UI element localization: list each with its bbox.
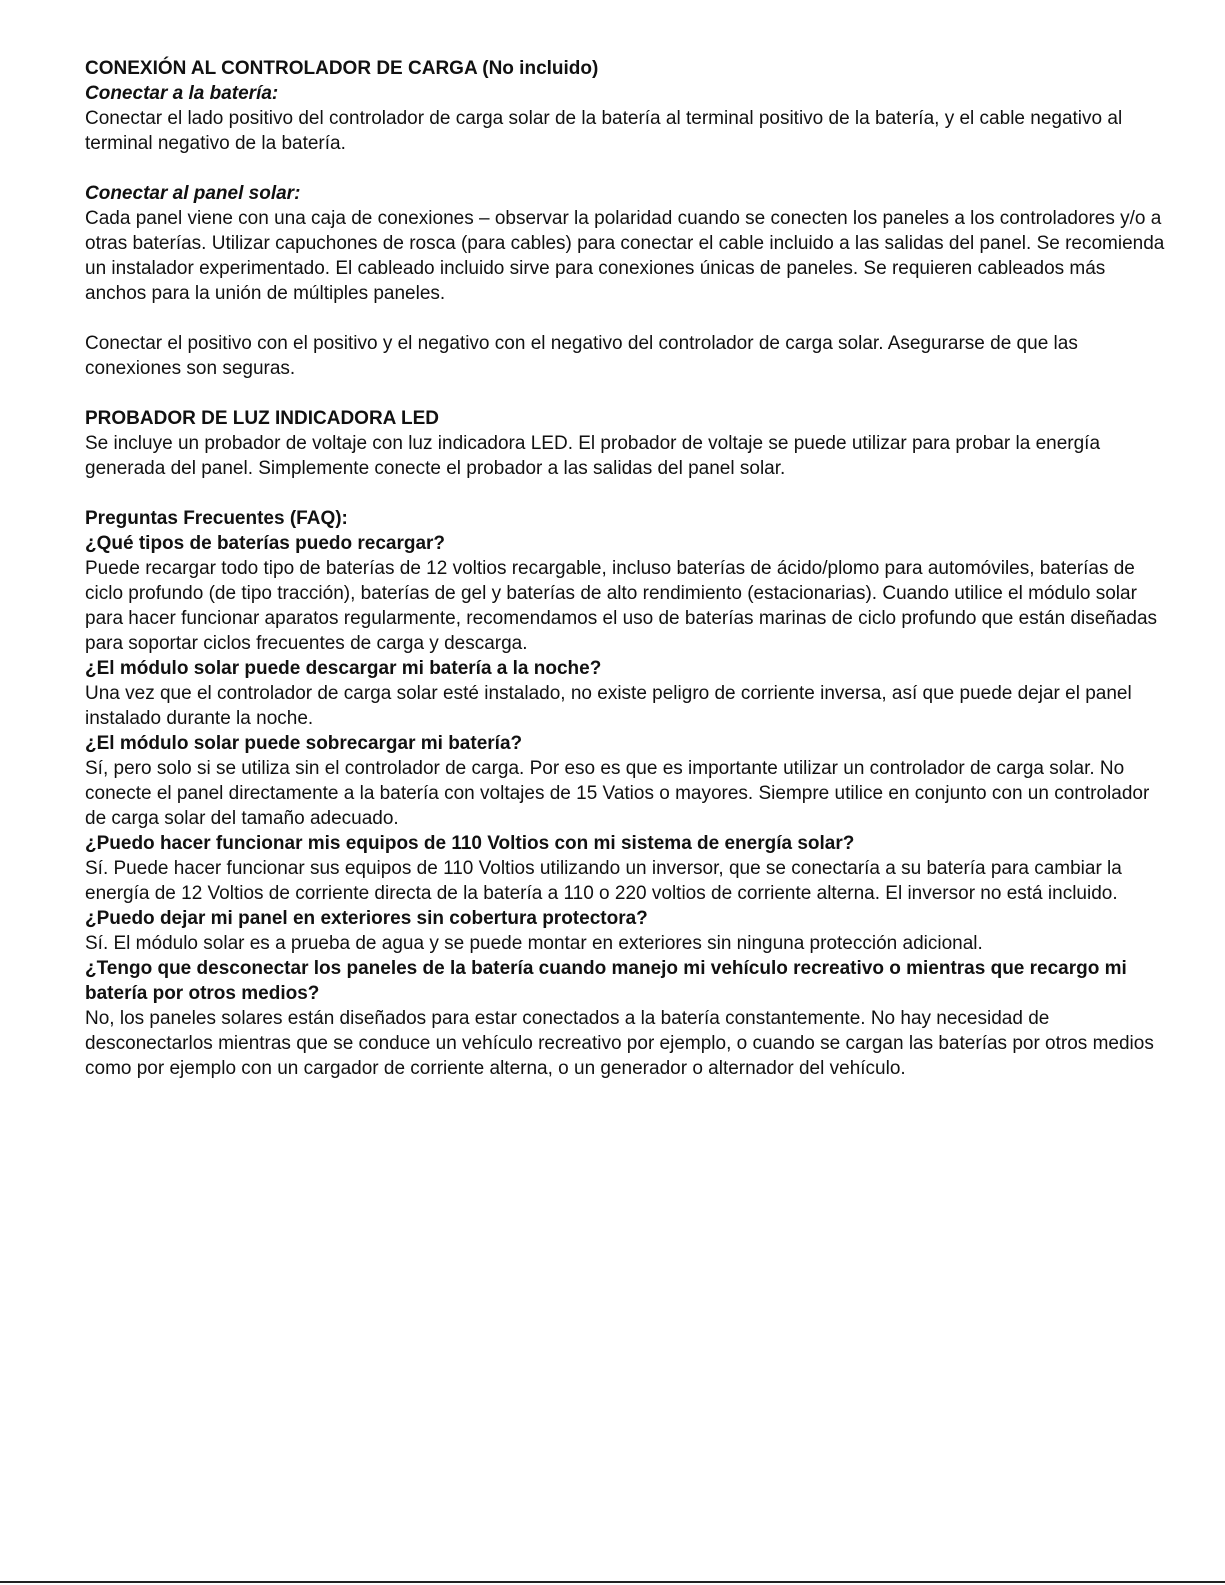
led-tester-section (85, 406, 1165, 481)
paragraph-polarity: Conectar el positivo con el positivo y el negativo con el negativo del controlador de carga solar. Asegurarse de que las conexiones son seguras. (85, 333, 1078, 379)
paragraph-battery: Conectar el lado positivo del controlador de carga solar de la batería al terminal positivo de la batería, y el cable negativo al terminal negativo de la batería. (85, 108, 1123, 154)
faq-section (85, 506, 1165, 1081)
paragraph-led: Se incluye un probador de voltaje con luz indicadora LED. El probador de voltaje se puede utilizar para probar la energía generada del panel. Simplemente conecte el probador a las salidas del panel solar. (85, 433, 1101, 479)
faq-answer: Sí, pero solo si se utiliza sin el controlador de carga. Por eso es que es importante utilizar un controlador de carga solar. No conecte el panel directamente a la batería con voltajes de 15 Vatios o mayores. Siempre utilice en conjunto con un controlador de carga solar del tamaño adecuado. (85, 758, 1150, 829)
spacer (85, 156, 1165, 181)
spacer (85, 306, 1165, 331)
faq-answer: Una vez que el controlador de carga solar esté instalado, no existe peligro de corriente inversa, así que puede dejar el panel instalado durante la noche. (85, 683, 1132, 729)
subheading-battery: Conectar a la batería: (85, 83, 279, 104)
faq-answer: No, los paneles solares están diseñados para estar conectados a la batería constantemente. No hay necesidad de desconectarlos mientras que se conduce un vehículo recreativo por ejemplo, o cuando se cargan las baterías por otros medios como por ejemplo con un cargador de corriente alterna, o un generador o alternador del vehículo. (85, 1008, 1154, 1079)
faq-question: ¿El módulo solar puede sobrecargar mi batería? (85, 733, 523, 754)
bottom-border-line (0, 1581, 1225, 1583)
section-title: Preguntas Frecuentes (FAQ): (85, 508, 348, 529)
document-page (85, 56, 1165, 1081)
faq-question: ¿Puedo dejar mi panel en exteriores sin cobertura protectora? (85, 908, 648, 929)
spacer (85, 481, 1165, 506)
faq-question: ¿El módulo solar puede descargar mi batería a la noche? (85, 658, 602, 679)
faq-question: ¿Puedo hacer funcionar mis equipos de 110 Voltios con mi sistema de energía solar? (85, 833, 855, 854)
section-title: PROBADOR DE LUZ INDICADORA LED (85, 408, 439, 429)
faq-answer: Puede recargar todo tipo de baterías de 12 voltios recargable, incluso baterías de ácido/plomo para automóviles, baterías de ciclo profundo (de tipo tracción), baterías de gel y baterías de alto rendimiento (estacionarias). Cuando utilice el módulo solar para hacer funcionar aparatos regularmente, recomendamos el uso de baterías marinas de ciclo profundo que están diseñadas para soportar ciclos frecuentes de carga y descarga. (85, 558, 1158, 654)
faq-question: ¿Qué tipos de baterías puedo recargar? (85, 533, 446, 554)
charge-controller-section (85, 56, 1165, 381)
subheading-panel: Conectar al panel solar: (85, 183, 301, 204)
section-title: CONEXIÓN AL CONTROLADOR DE CARGA (No incluido) (85, 58, 599, 79)
paragraph-panel: Cada panel viene con una caja de conexiones – observar la polaridad cuando se conecten los paneles a los controladores y/o a otras baterías. Utilizar capuchones de rosca (para cables) para conectar el cable incluido a las salidas del panel. Se recomienda un instalador experimentado. El cableado incluido sirve para conexiones únicas de paneles. Se requieren cableados más anchos para la unión de múltiples paneles. (85, 208, 1165, 304)
faq-question: ¿Tengo que desconectar los paneles de la batería cuando manejo mi vehículo recreativo o mientras que recargo mi batería por otros medios? (85, 958, 1127, 1004)
faq-answer: Sí. El módulo solar es a prueba de agua y se puede montar en exteriores sin ninguna protección adicional. (85, 933, 983, 954)
spacer (85, 381, 1165, 406)
faq-answer: Sí. Puede hacer funcionar sus equipos de 110 Voltios utilizando un inversor, que se conectaría a su batería para cambiar la energía de 12 Voltios de corriente directa de la batería a 110 o 220 voltios de corriente alterna. El inversor no está incluido. (85, 858, 1122, 904)
